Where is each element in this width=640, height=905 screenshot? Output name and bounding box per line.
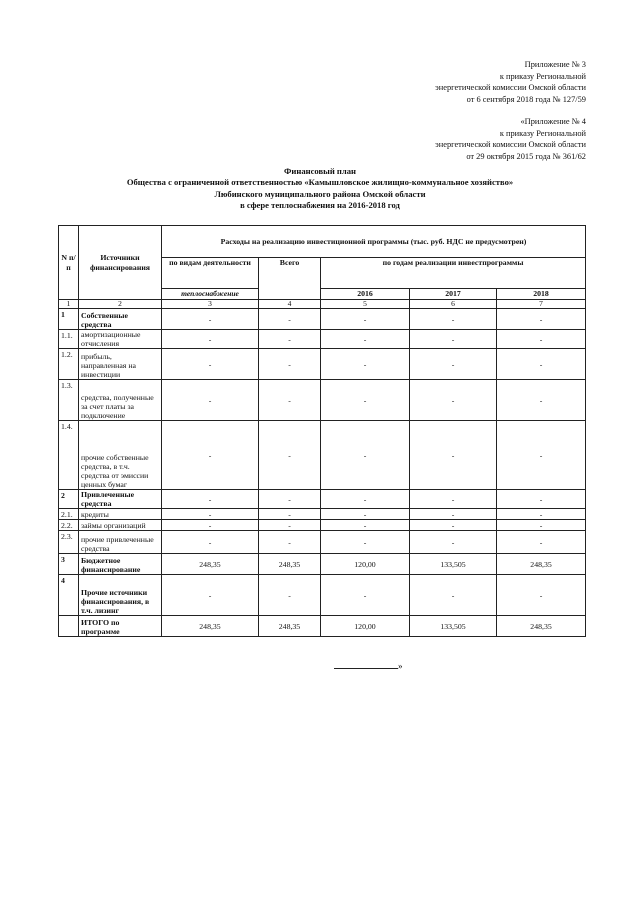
table-row	[59, 490, 586, 509]
row-value: -	[162, 509, 259, 520]
row-value: -	[259, 509, 321, 520]
plan-title-line: Любинского муниципального района Омской области	[214, 188, 426, 199]
row-value: -	[162, 520, 259, 531]
header-n: N п/п	[59, 226, 79, 300]
row-value: 133,505	[410, 616, 497, 637]
table-row	[59, 520, 586, 531]
row-value: -	[410, 490, 497, 509]
header-by-activity: по видам деятельности	[162, 258, 259, 289]
row-value: 248,35	[162, 554, 259, 575]
table-row	[59, 531, 586, 554]
row-value: -	[259, 349, 321, 380]
row-value: -	[162, 531, 259, 554]
closing-quote: »	[398, 661, 403, 671]
column-number: 5	[321, 300, 410, 309]
row-value: -	[497, 380, 586, 421]
row-value: -	[259, 330, 321, 349]
row-value: 120,00	[321, 616, 410, 637]
table-row	[59, 616, 586, 637]
row-value: -	[410, 509, 497, 520]
column-number: 2	[79, 300, 162, 309]
row-number	[59, 616, 79, 637]
row-value: 248,35	[497, 554, 586, 575]
row-value: -	[410, 349, 497, 380]
column-number: 3	[162, 300, 259, 309]
header-year: 2016	[321, 289, 410, 300]
row-value: -	[162, 575, 259, 616]
table-row	[59, 330, 586, 349]
appendix-4-line: от 29 октября 2015 года № 361/62	[466, 151, 586, 161]
row-number: 1.2.	[59, 349, 79, 380]
row-value: 120,00	[321, 554, 410, 575]
closing-mark	[334, 661, 403, 671]
row-value: -	[497, 309, 586, 330]
row-number: 2.3.	[59, 531, 79, 554]
row-value: -	[259, 520, 321, 531]
header-by-years: по годам реализации инвестпрограммы	[321, 258, 586, 289]
appendix-4-line: «Приложение № 4	[520, 117, 586, 126]
table-row	[59, 309, 586, 330]
row-value: -	[259, 309, 321, 330]
row-value: -	[321, 575, 410, 616]
header-year: 2017	[410, 289, 497, 300]
plan-title	[0, 166, 640, 211]
row-number: 1.3.	[59, 380, 79, 421]
row-value: -	[162, 490, 259, 509]
row-value: -	[410, 309, 497, 330]
row-number: 2	[59, 490, 79, 509]
row-number: 4	[59, 575, 79, 616]
table-row	[59, 380, 586, 421]
row-source: Бюджетное финансирование	[79, 554, 162, 575]
row-value: -	[321, 520, 410, 531]
row-value: -	[162, 330, 259, 349]
row-value: -	[497, 520, 586, 531]
row-number: 1.1.	[59, 330, 79, 349]
appendix-3-line: энергетической комиссии Омской области	[435, 83, 586, 92]
column-number: 1	[59, 300, 79, 309]
row-source: средства, полученные за счет платы за подключение	[79, 380, 162, 421]
appendix-4-header	[435, 116, 586, 162]
row-value: -	[162, 309, 259, 330]
row-source: ИТОГО по программе	[79, 616, 162, 637]
row-value: -	[162, 349, 259, 380]
row-source: кредиты	[79, 509, 162, 520]
table-row	[59, 554, 586, 575]
header-activity-name: теплоснабжение	[162, 289, 259, 300]
row-source: прибыль, направленная на инвестиции	[79, 349, 162, 380]
row-source: амортизационные отчисления	[79, 330, 162, 349]
row-source: прочие собственные средства, в т.ч. средства от эмиссии ценных бумаг	[79, 421, 162, 490]
row-number: 1.4.	[59, 421, 79, 490]
plan-title-line: Финансовый план	[284, 166, 356, 176]
row-number: 2.1.	[59, 509, 79, 520]
row-number: 1	[59, 309, 79, 330]
row-value: -	[321, 349, 410, 380]
row-value: -	[497, 531, 586, 554]
row-value: -	[497, 490, 586, 509]
row-value: 248,35	[259, 616, 321, 637]
row-number: 3	[59, 554, 79, 575]
row-source: Привлеченные средства	[79, 490, 162, 509]
row-value: -	[410, 520, 497, 531]
row-value: -	[162, 421, 259, 490]
appendix-3-header	[435, 59, 586, 105]
row-value: 248,35	[259, 554, 321, 575]
row-value: -	[321, 380, 410, 421]
row-value: -	[497, 575, 586, 616]
header-total: Всего	[259, 258, 321, 300]
table-row	[59, 575, 586, 616]
row-source: прочие привлеченные средства	[79, 531, 162, 554]
header-year: 2018	[497, 289, 586, 300]
row-source: Прочие источники финансирования, в т.ч. лизинг	[79, 575, 162, 616]
closing-line	[334, 662, 398, 669]
appendix-3-line: от 6 сентября 2018 года № 127/59	[466, 94, 586, 104]
row-value: -	[259, 490, 321, 509]
financial-plan-table	[58, 225, 586, 637]
row-value: -	[321, 309, 410, 330]
appendix-3-line: к приказу Региональной	[499, 71, 586, 81]
header-expenses: Расходы на реализацию инвестиционной программы (тыс. руб. НДС не предусмотрен)	[162, 226, 586, 258]
row-number: 2.2.	[59, 520, 79, 531]
row-value: -	[259, 421, 321, 490]
row-value: -	[497, 509, 586, 520]
row-value: -	[410, 531, 497, 554]
row-value: -	[321, 531, 410, 554]
column-number: 7	[497, 300, 586, 309]
row-value: -	[321, 421, 410, 490]
row-value: -	[497, 349, 586, 380]
row-value: -	[259, 531, 321, 554]
column-number-row	[59, 300, 586, 309]
row-value: -	[321, 509, 410, 520]
row-value: -	[410, 380, 497, 421]
table-row	[59, 421, 586, 490]
row-value: -	[321, 330, 410, 349]
table-row	[59, 349, 586, 380]
header-source: Источники финансирования	[79, 226, 162, 300]
row-value: -	[410, 575, 497, 616]
row-value: 248,35	[497, 616, 586, 637]
row-source: займы организаций	[79, 520, 162, 531]
appendix-4-line: энергетической комиссии Омской области	[435, 140, 586, 149]
row-value: 133,505	[410, 554, 497, 575]
row-value: -	[162, 380, 259, 421]
plan-title-line: в сфере теплоснабжения на 2016-2018 год	[240, 199, 400, 210]
row-value: -	[259, 575, 321, 616]
column-number: 6	[410, 300, 497, 309]
row-source: Собственные средства	[79, 309, 162, 330]
table-row	[59, 509, 586, 520]
row-value: -	[497, 330, 586, 349]
appendix-3-line: Приложение № 3	[524, 60, 586, 69]
row-value: -	[259, 380, 321, 421]
column-number: 4	[259, 300, 321, 309]
row-value: -	[321, 490, 410, 509]
appendix-4-line: к приказу Региональной	[499, 128, 586, 138]
row-value: -	[497, 421, 586, 490]
plan-title-line: Общества с ограниченной ответственностью «Камышловское жилищно-коммунальное хозяйство»	[126, 177, 514, 188]
table-body	[59, 300, 586, 637]
row-value: -	[410, 330, 497, 349]
row-value: 248,35	[162, 616, 259, 637]
row-value: -	[410, 421, 497, 490]
